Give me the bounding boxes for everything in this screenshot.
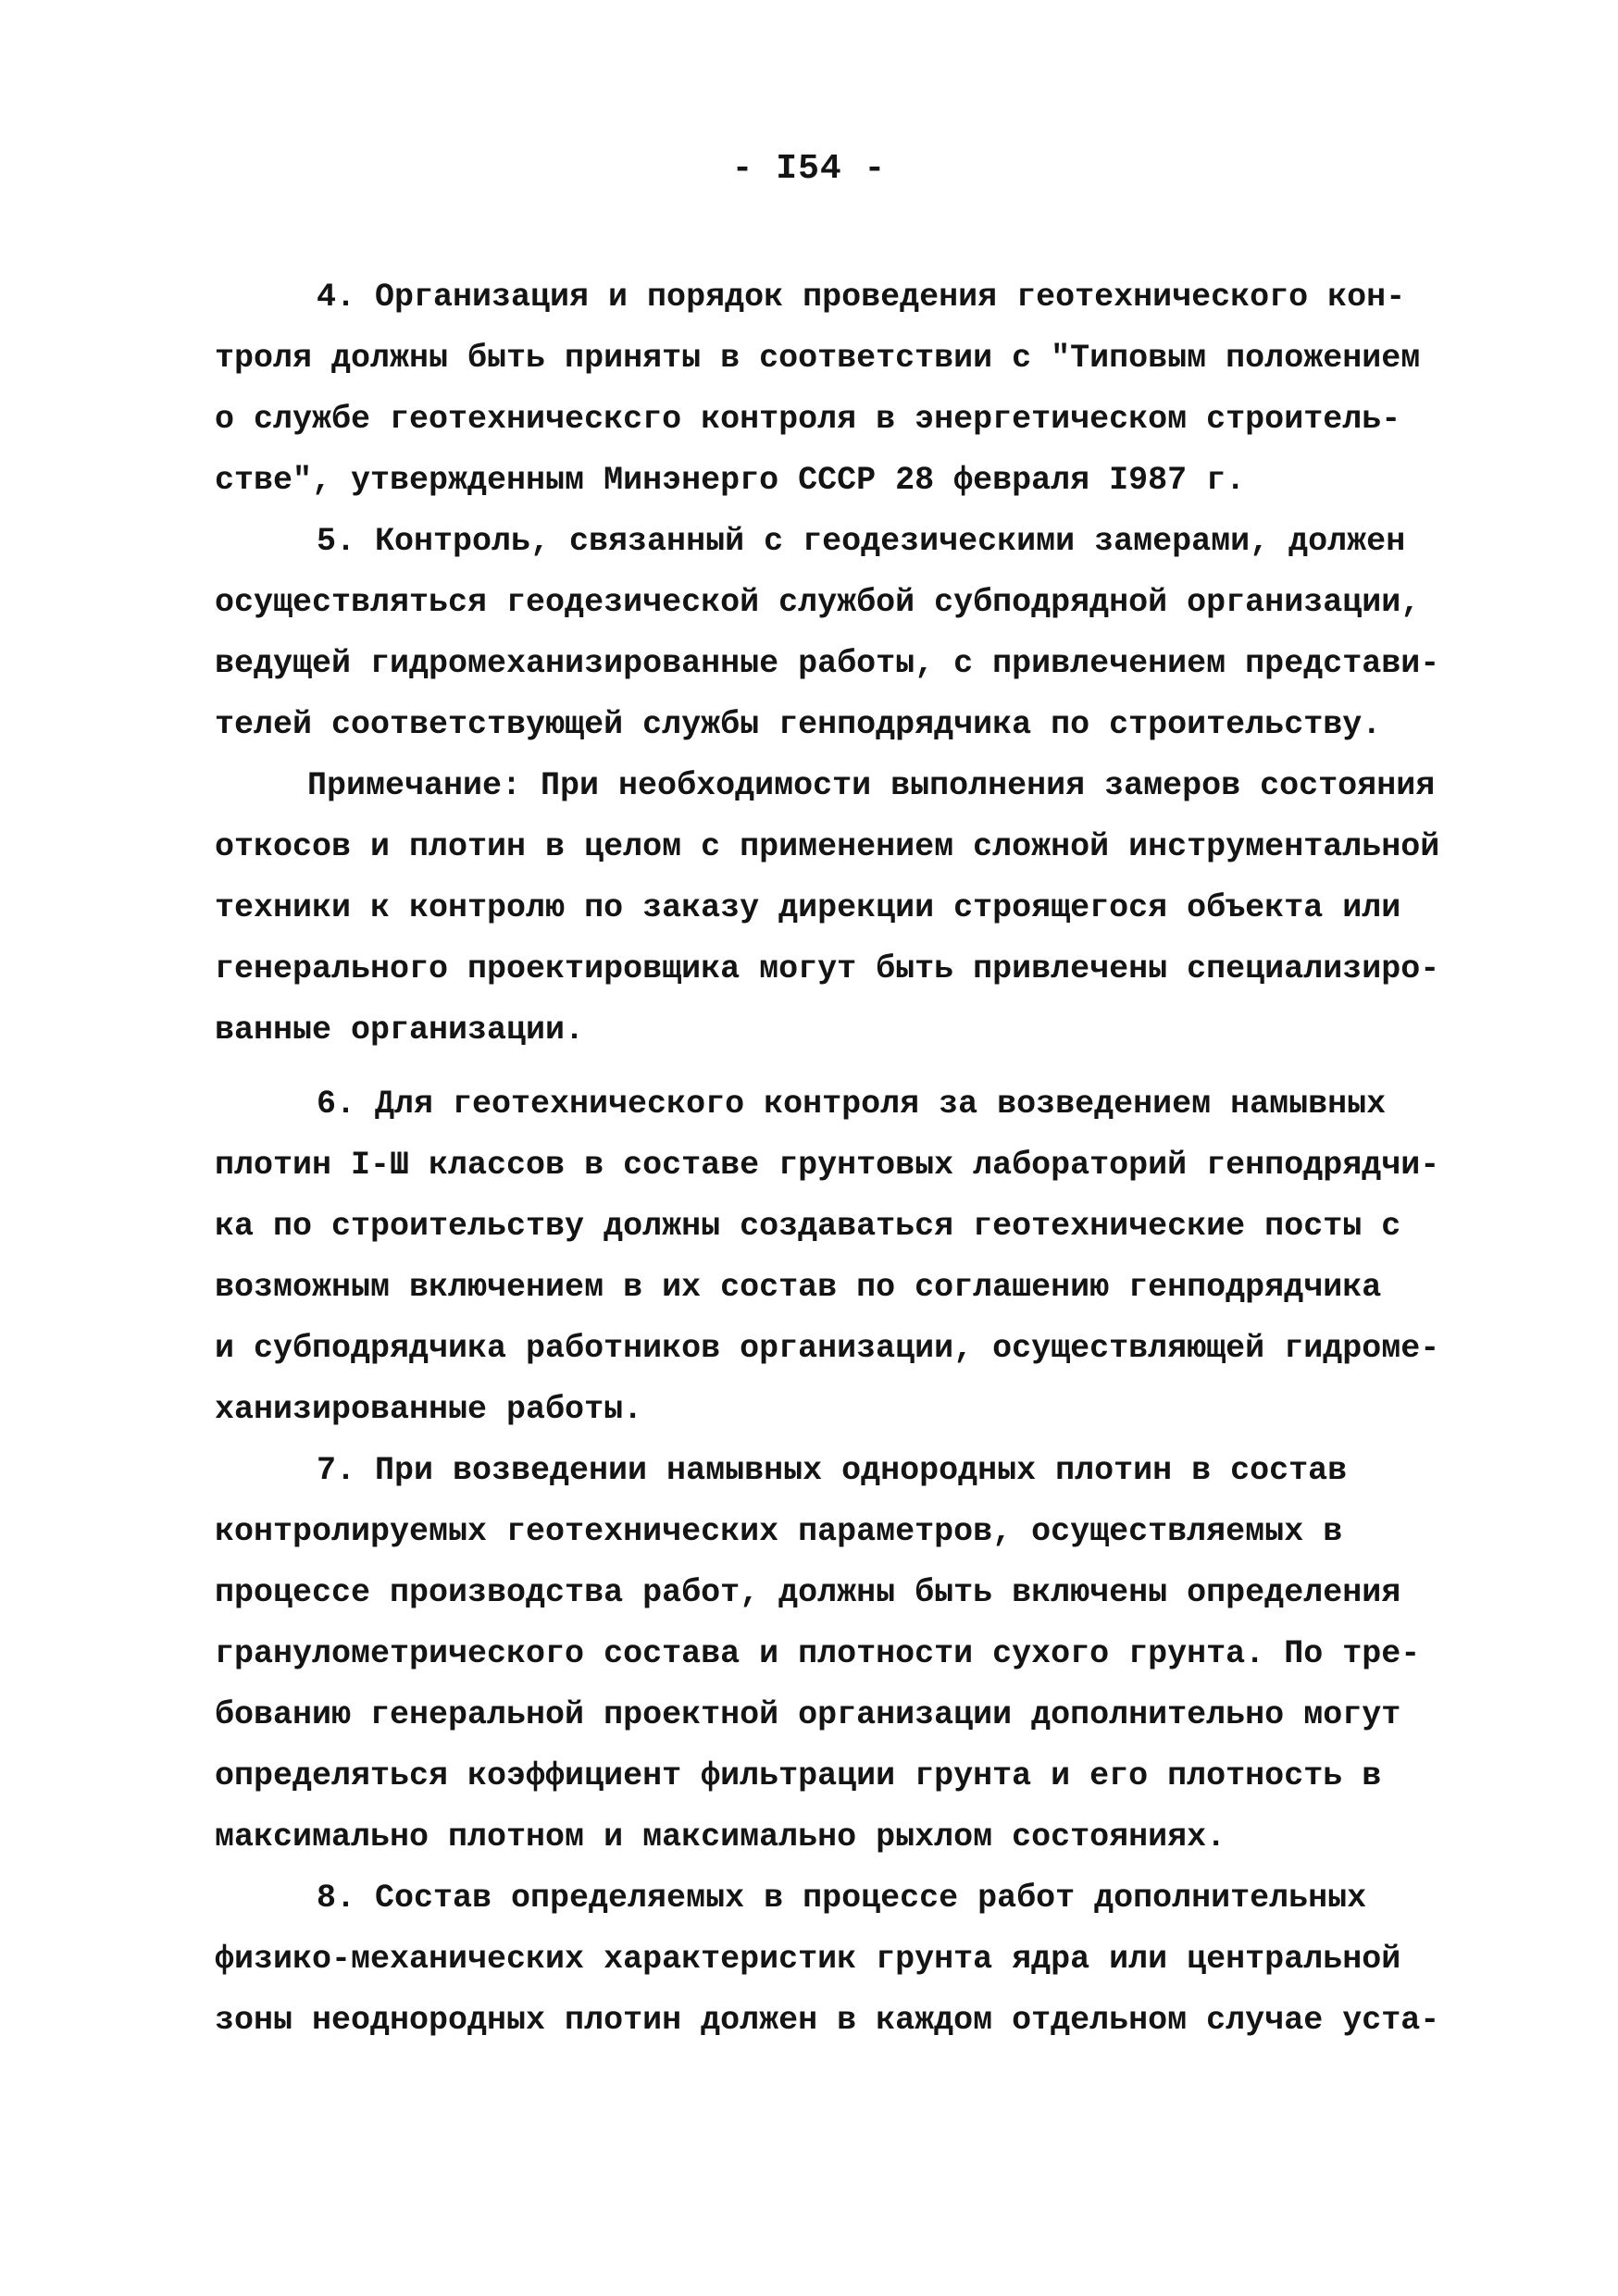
text-line: ведущей гидромеханизированные работы, с привлечением представи-	[215, 645, 1440, 682]
text-line: зоны неоднородных плотин должен в каждом отдельном случае уста-	[215, 2002, 1440, 2039]
text-line: возможным включением в их состав по соглашению генподрядчика	[215, 1269, 1382, 1306]
paragraph-7	[215, 1440, 1421, 1868]
text-line: о службе геотехническсго контроля в энергетическом строитель-	[215, 401, 1401, 438]
text-line: Примечание: При необходимости выполнения замеров состояния	[307, 767, 1436, 804]
page-number: - I54 -	[731, 149, 887, 189]
text-line: 6. Для геотехнического контроля за возведением намывных	[317, 1086, 1387, 1123]
text-line: троля должны быть приняты в соответствии с "Типовым положением	[215, 340, 1421, 377]
paragraph-6	[215, 1074, 1440, 1440]
text-line: откосов и плотин в целом с применением сложной инструментальной	[215, 828, 1440, 865]
text-line: ванные организации.	[215, 1011, 585, 1049]
paragraph-gap	[215, 1061, 1418, 1074]
text-line: ханизированные работы.	[215, 1391, 643, 1428]
text-line: 8. Состав определяемых в процессе работ дополнительных	[317, 1880, 1367, 1917]
text-line: физико-механических характеристик грунта ядра или центральной	[215, 1941, 1401, 1978]
paragraph-4	[215, 267, 1421, 511]
text-line: стве", утвержденным Минэнерго СССР 28 февраля I987 г.	[215, 462, 1246, 499]
text-line: плотин I-Ш классов в составе грунтовых лабораторий генподрядчи-	[215, 1147, 1440, 1184]
text-line: телей соответствующей службы генподрядчика по строительству.	[215, 706, 1382, 743]
text-line: осуществляться геодезической службой субподрядной организации,	[215, 584, 1421, 621]
text-line: и субподрядчика работников организации, осуществляющей гидроме-	[215, 1330, 1440, 1367]
text-line: 7. При возведении намывных однородных плотин в состав	[317, 1452, 1348, 1489]
text-line: бованию генеральной проектной организации дополнительно могут	[215, 1696, 1401, 1733]
text-line: контролируемых геотехнических параметров, осуществляемых в	[215, 1513, 1343, 1550]
paragraph-8	[215, 1868, 1440, 2051]
text-line: генерального проектировщика могут быть привлечены специализиро-	[215, 950, 1440, 987]
text-line: гранулометрического состава и плотности сухого грунта. По тре-	[215, 1635, 1421, 1672]
text-line: 5. Контроль, связанный с геодезическими замерами, должен	[317, 523, 1406, 560]
text-line: техники к контролю по заказу дирекции строящегося объекта или	[215, 889, 1401, 926]
text-line: 4. Организация и порядок проведения геотехнического кон-	[317, 279, 1406, 316]
note-paragraph	[215, 755, 1440, 1061]
body-text	[215, 267, 1440, 2051]
text-line: определяться коэффициент фильтрации грунта и его плотность в	[215, 1757, 1382, 1794]
paragraph-5	[215, 511, 1440, 755]
text-line: максимально плотном и максимально рыхлом состояниях.	[215, 1818, 1226, 1855]
text-line: процессе производства работ, должны быть включены определения	[215, 1574, 1401, 1611]
text-line: ка по строительству должны создаваться геотехнические посты с	[215, 1208, 1401, 1245]
